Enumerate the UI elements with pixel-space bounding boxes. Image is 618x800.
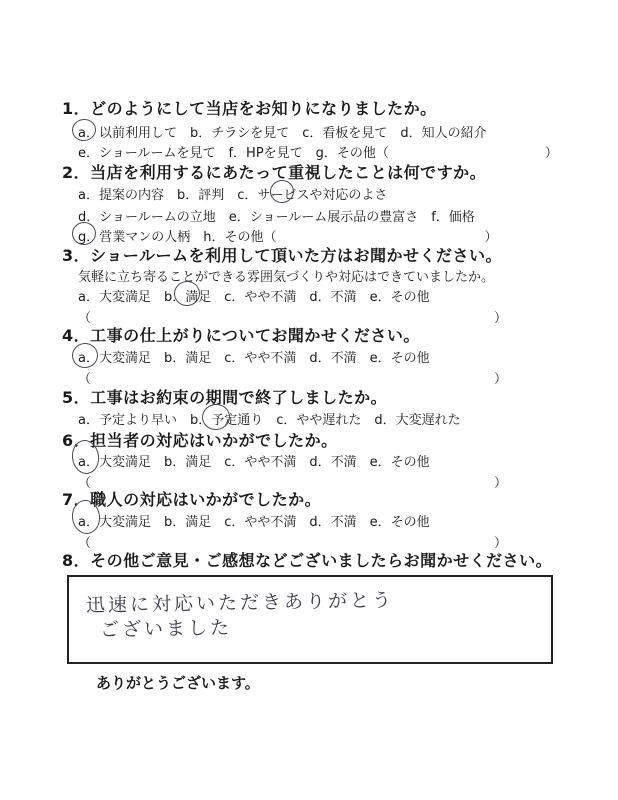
question-6-other-blank: （ ） bbox=[78, 476, 508, 491]
question-3-prompt: 気軽に立ち寄ることができる雰囲気づくりや対応はできていましたか。 bbox=[78, 270, 495, 285]
question-2-options-3: g．営業マンの人柄 h．その他（ ） bbox=[78, 230, 498, 245]
question-3-options: a．大変満足 b．満足 c．やや不満 d．不満 e．その他 bbox=[78, 290, 430, 305]
question-2-options-1: a．提案の内容 b．評判 c．サービスや対応のよさ bbox=[78, 188, 388, 203]
question-1-title: 1．どのようにして当店をお知りになりましたか。 bbox=[62, 99, 437, 118]
question-2-options-2: d．ショールームの立地 e．ショールーム展示品の豊富さ f．価格 bbox=[78, 210, 475, 225]
question-7-other-blank: （ ） bbox=[78, 536, 508, 551]
question-6-title: 6．担当者の対応はいかがでしたか。 bbox=[62, 431, 338, 450]
closing-thanks: ありがとうございます。 bbox=[96, 674, 260, 692]
question-7-title: 7．職人の対応はいかがでしたか。 bbox=[62, 490, 322, 509]
question-3-other-blank: （ ） bbox=[78, 311, 508, 326]
question-1-options-2: e．ショールームを見て f．HPを見て g．その他（ ） bbox=[78, 146, 558, 161]
comment-handwritten-line-1: 迅速に対応いただきありがとう bbox=[85, 589, 395, 617]
question-4-options: a．大変満足 b．満足 c．やや不満 d．不満 e．その他 bbox=[78, 351, 430, 366]
question-8-title: 8．その他ご意見・ご感想などございましたらお聞かせください。 bbox=[62, 551, 553, 570]
question-1-options-1: a．以前利用して b．チラシを見て c．看板を見て d．知人の紹介 bbox=[78, 126, 487, 141]
question-2-title: 2．当店を利用するにあたって重視したことは何ですか。 bbox=[62, 163, 487, 182]
question-7-options: a．大変満足 b．満足 c．やや不満 d．不満 e．その他 bbox=[78, 515, 430, 530]
comment-handwritten-line-2: ございました bbox=[99, 616, 233, 642]
question-5-title: 5．工事はお約束の期間で終了しましたか。 bbox=[62, 388, 388, 407]
question-5-options: a．予定より早い b．予定通り c．やや遅れた d．大変遅れた bbox=[78, 413, 461, 428]
question-6-options: a．大変満足 b．満足 c．やや不満 d．不満 e．その他 bbox=[78, 455, 430, 470]
question-4-other-blank: （ ） bbox=[78, 372, 508, 387]
question-4-title: 4．工事の仕上がりについてお聞かせください。 bbox=[62, 326, 420, 345]
question-3-title: 3．ショールームを利用して頂いた方はお聞かせください。 bbox=[62, 246, 502, 265]
